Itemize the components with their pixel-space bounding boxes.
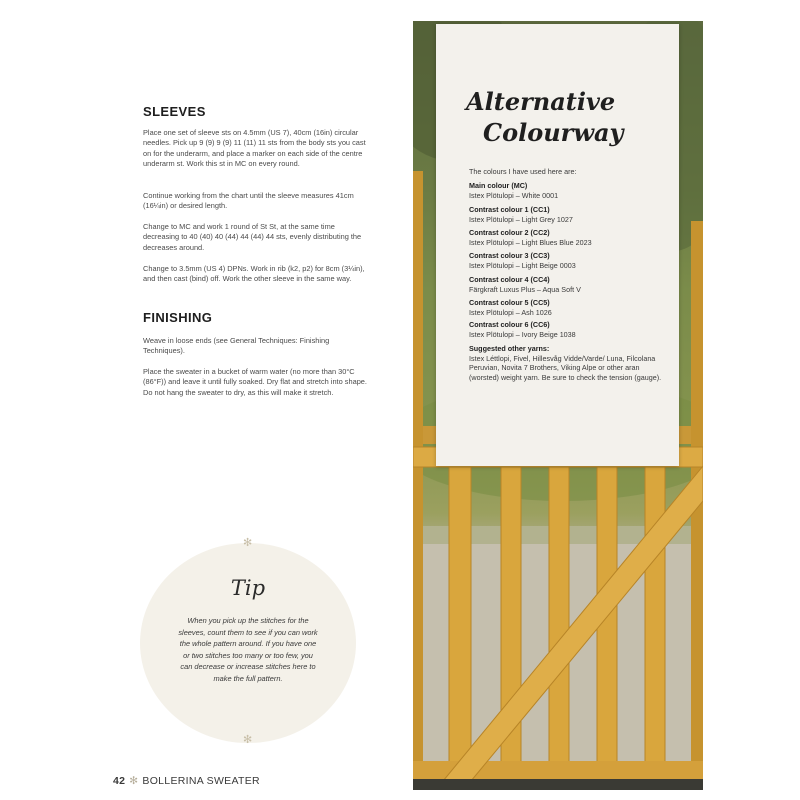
sleeves-paragraph: Change to 3.5mm (US 4) DPNs. Work in rib (k2, p2) for 8cm (3¼in), and then cast (bind) off. Work the other sleeve in the same way. [143, 264, 365, 284]
colour-entry [469, 298, 669, 317]
flower-ornament-icon [243, 539, 253, 549]
colour-label: Contrast colour 6 (CC6) [469, 320, 550, 329]
tip-body: When you pick up the stitches for the sleeves, count them to see if you can work the whole pattern around. If you have one or two stitches too many or too few, you can decrease or increase stitches here to make the full pattern. [178, 616, 318, 683]
colourway-intro: The colours I have used here are: [469, 167, 577, 176]
colourway-title [466, 86, 623, 148]
colour-entry [469, 320, 669, 339]
colour-label: Contrast colour 3 (CC3) [469, 251, 550, 260]
colour-entry [469, 181, 669, 200]
colour-label: Main colour (MC) [469, 181, 528, 190]
tip-box [140, 543, 356, 743]
sleeves-paragraph: Continue working from the chart until the sleeve measures 41cm (16¼in) or desired length. [143, 191, 354, 211]
page-number: 42 [113, 775, 126, 787]
finishing-heading: FINISHING [143, 310, 213, 325]
colour-yarn: Istex Plötulopi – Light Grey 1027 [469, 214, 573, 224]
colour-yarn: Istex Plötulopi – Ash 1026 [469, 307, 552, 317]
alternative-colourway-panel [436, 24, 679, 466]
colour-label: Contrast colour 5 (CC5) [469, 298, 550, 307]
sleeves-paragraph: Place one set of sleeve sts on 4.5mm (US 7), 40cm (16in) circular needles. Pick up 9 (9) 9 (9) 11 (11) 11 sts from the body sts you cast on for the underarm, and place a marker on each side of the centre underarm st. Work this st in MC on every round. [143, 128, 366, 168]
colour-label: Contrast colour 2 (CC2) [469, 228, 550, 237]
suggested-heading: Suggested other yarns: [469, 344, 550, 353]
sleeves-paragraph: Change to MC and work 1 round of St St, at the same time decreasing to 40 (40) 40 (44) 44 (44) 44 sts, evenly distributing the decreases around. [143, 222, 362, 252]
colour-entry [469, 205, 669, 224]
flower-separator-icon: ✻ [129, 775, 139, 787]
colour-yarn: Istex Plötulopi – Light Beige 0003 [469, 260, 576, 270]
colour-yarn: Färgkraft Luxus Plus – Aqua Soft V [469, 284, 581, 294]
colour-yarn: Istex Plötulopi – Light Blues Blue 2023 [469, 237, 592, 247]
suggested-yarns [469, 344, 669, 382]
finishing-paragraph: Place the sweater in a bucket of warm water (no more than 30°C (86°F)) and leave it until fully soaked. Dry flat and stretch into shape. Do not hang the sweater to dry, as this will make it stretch. [143, 367, 367, 397]
colourway-title-line1: Alternative [466, 87, 616, 116]
colour-entry [469, 228, 669, 247]
colour-label: Contrast colour 1 (CC1) [469, 205, 550, 214]
colour-yarn: Istex Plötulopi – Ivory Beige 1038 [469, 329, 576, 339]
tip-title: Tip [230, 576, 266, 600]
colour-yarn: Istex Plötulopi – White 0001 [469, 190, 559, 200]
colour-entry [469, 275, 669, 294]
book-title: BOLLERINA SWEATER [142, 775, 260, 787]
suggested-text: Istex Léttlopi, Fivel, Hillesvåg Vidde/Varde/ Luna, Filcolana Peruvian, Novita 7 Brothers, Viking Alpe or other aran (worsted) weight yarn. Be sure to check the tension (gauge). [469, 353, 662, 382]
colour-entry [469, 251, 669, 270]
flower-ornament-icon [243, 736, 253, 746]
sleeves-heading: SLEEVES [143, 104, 206, 119]
finishing-paragraph: Weave in loose ends (see General Techniques: Finishing Techniques). [143, 336, 330, 356]
colourway-title-line2: Colourway [483, 118, 624, 147]
page-footer [113, 775, 260, 787]
colour-label: Contrast colour 4 (CC4) [469, 275, 550, 284]
